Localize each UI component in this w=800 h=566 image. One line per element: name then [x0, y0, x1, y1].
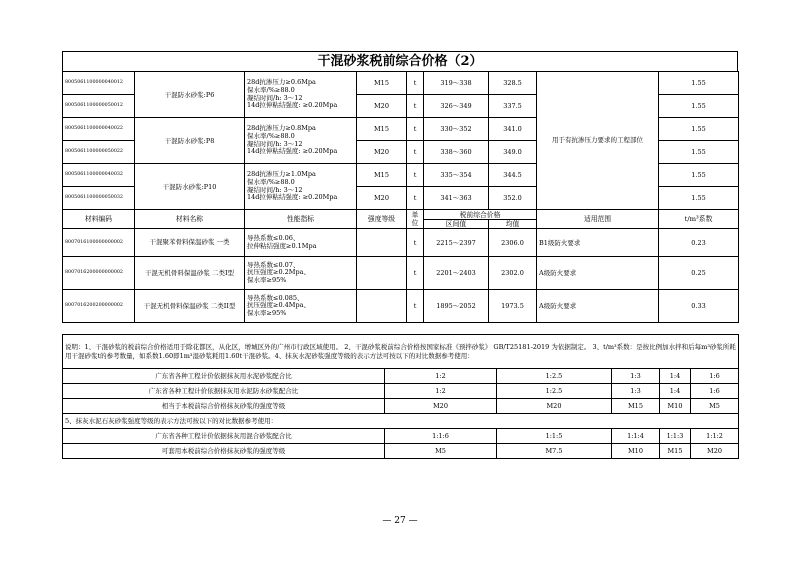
perf-line: 导热系数≤0.085、 — [247, 293, 304, 302]
header-coef: t/m³系数 — [659, 210, 739, 229]
header-price: 税前综合价格 — [424, 210, 537, 220]
performance — [245, 118, 357, 164]
material-code: 8005061100000050032 — [63, 187, 135, 210]
perf-line: 抗压强度≥0.2Mpa、 — [247, 268, 310, 277]
header-name: 材料名称 — [135, 210, 245, 229]
comparison-cell: M15 — [612, 399, 660, 414]
comparison-cell: M10 — [660, 399, 691, 414]
unit: t — [407, 118, 424, 141]
coefficient: 0.23 — [659, 229, 739, 257]
perf-line: 保水率≥95% — [247, 308, 287, 317]
comparison-row — [63, 429, 739, 444]
price-range: 338～360 — [424, 141, 489, 164]
comparison-cell: M20 — [385, 399, 497, 414]
application-scope: B1级防火要求 — [537, 229, 659, 257]
comparison-cell: M5 — [385, 444, 497, 459]
coefficient: 1.55 — [659, 141, 739, 164]
header-range: 区间值 — [424, 220, 489, 229]
perf-line: 14d拉伸粘结强度: ≥0.20Mpa — [247, 147, 338, 156]
comparison-row — [63, 444, 739, 459]
comparison-label: 相当于本税前综合价格抹灰砂浆的强度等级 — [63, 399, 385, 414]
price-range: 1895～2052 — [424, 290, 489, 323]
comparison-cell: 1:1:3 — [660, 429, 691, 444]
comparison-cell: 1:6 — [691, 384, 739, 399]
price-avg: 349.0 — [489, 141, 537, 164]
material-name: 干混无机骨料保温砂浆 二类II型 — [135, 290, 245, 323]
page-title: 干混砂浆税前综合价格（2） — [62, 51, 738, 71]
header-perf: 性能指标 — [245, 210, 357, 229]
perf-line: 抗压强度≥0.4Mpa、 — [247, 301, 310, 310]
comparison-cell: M5 — [691, 399, 739, 414]
strength-grade: M20 — [357, 141, 407, 164]
performance — [245, 229, 357, 257]
perf-line: 凝结时间/h: 3～12 — [247, 185, 303, 194]
perf-line: 凝结时间/h: 3～12 — [247, 93, 303, 102]
material-code: 8007016100000000002 — [63, 229, 135, 257]
application-scope: 用于有抗渗压力要求的工程部位 — [537, 72, 659, 210]
unit: t — [407, 95, 424, 118]
comparison-cell: 1:1:2 — [691, 429, 739, 444]
comparison-cell: M7.5 — [497, 444, 612, 459]
strength-grade — [357, 290, 407, 323]
material-name: 干混防水砂浆:P8 — [135, 118, 245, 164]
comparison-label: 广东省各种工程计价依据抹灰用水泥防水砂浆配合比 — [63, 384, 385, 399]
perf-line: 保水率≥95% — [247, 275, 287, 284]
price-avg: 341.0 — [489, 118, 537, 141]
coefficient: 1.55 — [659, 118, 739, 141]
table-row — [63, 290, 739, 323]
comparison-cell: 1:3 — [612, 369, 660, 384]
table-row — [63, 257, 739, 290]
unit: t — [407, 72, 424, 95]
perf-line: 导热系数≤0.07、 — [247, 260, 300, 269]
perf-line: 拉伸粘结强度≥0.1Mpa — [247, 241, 317, 250]
comparison-cell: 1:1:6 — [385, 429, 497, 444]
comparison-cell: M10 — [612, 444, 660, 459]
table-row — [63, 229, 739, 257]
price-range: 2201～2403 — [424, 257, 489, 290]
strength-grade — [357, 229, 407, 257]
price-avg: 328.5 — [489, 72, 537, 95]
comparison-label: 可套用本税前综合价格抹灰砂浆的强度等级 — [63, 444, 385, 459]
price-range: 326～349 — [424, 95, 489, 118]
price-range: 330～352 — [424, 118, 489, 141]
header-grade: 强度等级 — [357, 210, 407, 229]
comparison-cell: M15 — [660, 444, 691, 459]
price-avg: 2306.0 — [489, 229, 537, 257]
perf-line: 14d拉伸粘结强度: ≥0.20Mpa — [247, 101, 338, 110]
performance — [245, 290, 357, 323]
comparison-cell: 1:2.5 — [497, 384, 612, 399]
comparison-label: 广东省各种工程计价依据抹灰用混合砂浆配合比 — [63, 429, 385, 444]
comparison-cell: 1:4 — [660, 369, 691, 384]
comparison-cell: 1:1:4 — [612, 429, 660, 444]
coefficient: 1.55 — [659, 187, 739, 210]
unit: t — [407, 187, 424, 210]
unit: t — [407, 290, 424, 323]
comparison-cell: 1:6 — [691, 369, 739, 384]
header-code: 材料编码 — [63, 210, 135, 229]
material-name: 干混聚苯骨料保温砂浆 一类 — [135, 229, 245, 257]
material-name: 干混防水砂浆:P6 — [135, 72, 245, 118]
table-row — [63, 72, 739, 95]
coefficient: 0.33 — [659, 290, 739, 323]
comparison-cell: 1:2 — [385, 369, 497, 384]
comparison-row — [63, 384, 739, 399]
perf-line: 28d抗渗压力≥0.8Mpa — [247, 124, 316, 133]
price-avg: 1973.5 — [489, 290, 537, 323]
coefficient: 1.55 — [659, 95, 739, 118]
material-code: 8007016200000000002 — [63, 257, 135, 290]
performance — [245, 72, 357, 118]
comparison-row — [63, 369, 739, 384]
strength-grade: M15 — [357, 164, 407, 187]
strength-grade: M15 — [357, 72, 407, 95]
strength-grade: M15 — [357, 118, 407, 141]
price-range: 341～363 — [424, 187, 489, 210]
comparison-label: 广东省各种工程计价依据抹灰用水泥砂浆配合比 — [63, 369, 385, 384]
page-number: — 27 — — [382, 516, 418, 526]
header-avg: 均值 — [489, 220, 537, 229]
material-code: 8005061100000040022 — [63, 118, 135, 141]
coefficient: 1.55 — [659, 72, 739, 95]
perf-line: 28d抗渗压力≥1.0Mpa — [247, 170, 316, 179]
material-code: 8005061100000040012 — [63, 72, 135, 95]
unit: t — [407, 229, 424, 257]
material-code: 8005061100000050012 — [63, 95, 135, 118]
comparison-cell: 1:2 — [385, 384, 497, 399]
performance — [245, 164, 357, 210]
price-avg: 337.5 — [489, 95, 537, 118]
comparison-cell: M20 — [497, 399, 612, 414]
comparison-cell: 1:1:5 — [497, 429, 612, 444]
price-avg: 352.0 — [489, 187, 537, 210]
perf-line: 导热系数≤0.06、 — [247, 233, 300, 242]
perf-line: 14d拉伸粘结强度: ≥0.20Mpa — [247, 193, 338, 202]
header-unit: 单位 — [407, 210, 424, 229]
perf-line: 保水率/%≥88.0 — [247, 85, 295, 94]
price-avg: 344.5 — [489, 164, 537, 187]
unit: t — [407, 257, 424, 290]
note-5: 5、抹灰水泥石灰砂浆强度等级的表示方法可按以下的对比数据参考使用： — [63, 414, 739, 429]
comparison-cell: 1:3 — [612, 384, 660, 399]
notes-text: 说明：1、干混砂浆的税前综合价格适用于除花都区，从化区，增城区外的广州市行政区域使用。 2、干混砂浆税前综合价格按国家标准《预拌砂浆》 GB/T25181-2019 为依据制定。 3、t/m³系数：是按比例加水拌和后每m³砂浆所耗用干混砂浆t的参考数量，如系数1.60即1m³湿砂浆耗用1.60t干混砂浆。4、抹灰水泥砂浆强度等级的表示方法可按以下的对比数据参考使用： — [63, 335, 739, 369]
material-code: 8007016200200000002 — [63, 290, 135, 323]
performance — [245, 257, 357, 290]
strength-grade — [357, 257, 407, 290]
material-code: 8005061100000050022 — [63, 141, 135, 164]
unit: t — [407, 164, 424, 187]
comparison-cell: 1:2.5 — [497, 369, 612, 384]
comparison-cell: 1:4 — [660, 384, 691, 399]
strength-grade: M20 — [357, 187, 407, 210]
comparison-row — [63, 399, 739, 414]
application-scope: A级防火要求 — [537, 290, 659, 323]
perf-line: 保水率/%≥88.0 — [247, 177, 295, 186]
perf-line: 保水率/%≥88.0 — [247, 131, 295, 140]
price-table — [62, 71, 739, 323]
price-range: 2215～2397 — [424, 229, 489, 257]
price-range: 319～338 — [424, 72, 489, 95]
comparison-cell: M20 — [691, 444, 739, 459]
material-name: 干混防水砂浆:P10 — [135, 164, 245, 210]
perf-line: 凝结时间/h: 3～12 — [247, 139, 303, 148]
unit: t — [407, 141, 424, 164]
perf-line: 28d抗渗压力≥0.6Mpa — [247, 78, 316, 87]
material-code: 8005061100000040032 — [63, 164, 135, 187]
coefficient: 1.55 — [659, 164, 739, 187]
coefficient: 0.25 — [659, 257, 739, 290]
price-range: 335～354 — [424, 164, 489, 187]
material-name: 干混无机骨料保温砂浆 二类I型 — [135, 257, 245, 290]
application-scope: A级防火要求 — [537, 257, 659, 290]
price-avg: 2302.0 — [489, 257, 537, 290]
notes-table — [62, 334, 739, 459]
header-scope: 适用范围 — [537, 210, 659, 229]
strength-grade: M20 — [357, 95, 407, 118]
